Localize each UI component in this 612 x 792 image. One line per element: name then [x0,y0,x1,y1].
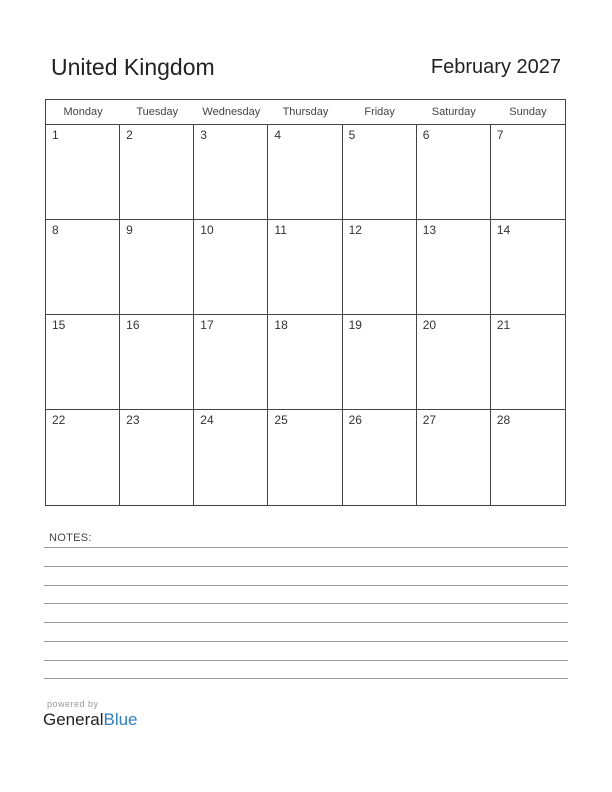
day-cell: 28 [496,413,511,427]
day-cell: 21 [491,315,565,410]
notes-line [44,660,568,661]
weekday-tuesday: Tuesday [136,106,179,118]
day-cell: 27 [417,410,491,505]
weekday-thursday: Thursday [282,106,329,118]
day-cell: 19 [343,315,417,410]
weekday-wednesday: Wednesday [202,106,261,118]
day-cell: 15 [46,315,120,410]
calendar-grid [45,99,566,506]
day-cell: 20 [417,315,491,410]
weekday-header-row [46,100,565,125]
brand-name-general: General [43,710,104,729]
day-cell: 26 [343,410,417,505]
brand-logo [43,710,138,730]
day-cell: 12 [343,220,417,315]
notes-line [44,678,568,679]
day-cell: 6 [417,125,491,220]
day-cell: 23 [120,410,194,505]
day-cell: 5 [343,125,417,220]
day-cell: 18 [268,315,342,410]
weekday-friday: Friday [364,106,395,118]
weekday-monday: Monday [63,106,103,118]
day-cell: 16 [120,315,194,410]
brand-name-blue: Blue [103,710,138,729]
calendar-month-year: February 2027 [430,56,561,78]
day-cell: 3 [194,125,268,220]
day-cell: 8 [46,220,120,315]
day-cell: 17 [194,315,268,410]
notes-line [44,585,568,586]
calendar-country-title: United Kingdom [51,54,215,80]
day-cell: 10 [194,220,268,315]
powered-by-text: powered by [47,699,99,709]
day-cell: 4 [268,125,342,220]
day-cell: 25 [268,410,342,505]
notes-label: NOTES: [49,532,92,544]
notes-line [44,603,568,604]
weekday-saturday: Saturday [431,106,476,118]
day-cell: 9 [120,220,194,315]
day-cell: 2 [120,125,194,220]
notes-line [44,641,568,642]
day-cell: 11 [268,220,342,315]
notes-line [44,566,568,567]
notes-line [44,622,568,623]
day-cell: 7 [491,125,565,220]
day-cell: 13 [417,220,491,315]
day-cell: 1 [46,125,120,220]
weekday-sunday: Sunday [509,106,547,118]
notes-line [44,547,568,548]
day-cell: 24 [194,410,268,505]
day-cell: 22 [46,410,120,505]
day-cell: 14 [491,220,565,315]
calendar-weeks [46,125,565,505]
